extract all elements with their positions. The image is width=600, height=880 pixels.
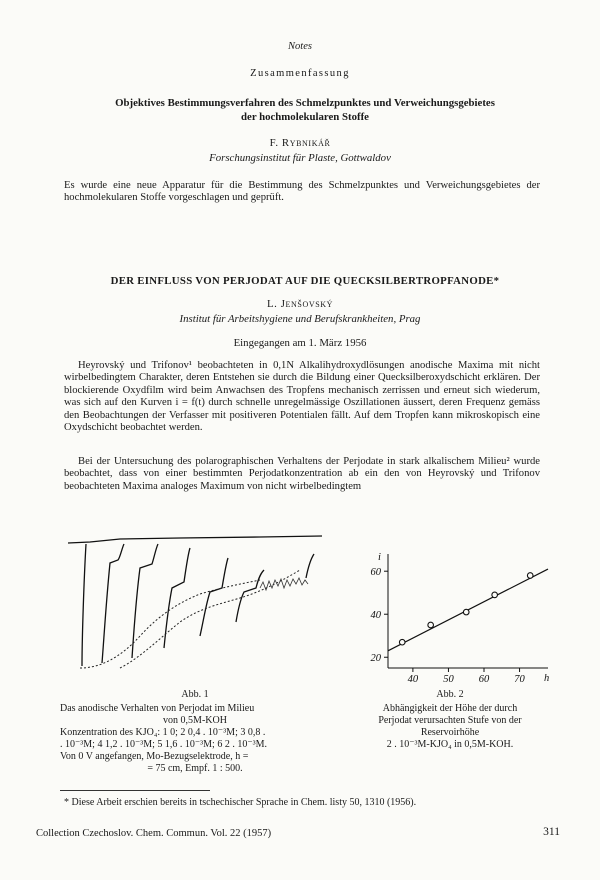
data-point bbox=[463, 609, 469, 615]
oscillation-trace bbox=[260, 578, 308, 590]
y-tick-label: 40 bbox=[370, 610, 381, 622]
x-tick-label: 40 bbox=[407, 674, 419, 685]
figure-1-caption-line-1: Das anodische Verhalten von Perjodat im Milieu bbox=[60, 703, 255, 714]
summary-title-line-1: Objektives Bestimmungsverfahren des Schmelzpunktes und Verweichungsgebietes bbox=[115, 97, 495, 109]
figure-2-label: Abb. 2 bbox=[436, 689, 464, 700]
figure-2-caption-line-4: 2 . 10⁻³M-KJO₄ in 0,5M-KOH. bbox=[386, 739, 514, 750]
data-point bbox=[527, 573, 533, 579]
figure-1-caption-line-3: Konzentration des KJO₄: 1 0; 2 0,4 . 10⁻³M; 3 0,8 . bbox=[60, 727, 266, 738]
figure-2-caption-line-1: Abhängigkeit der Höhe der durch bbox=[382, 703, 518, 714]
curve-4 bbox=[164, 548, 190, 648]
article-institute: Institut für Arbeitshygiene und Berufskrankheiten, Prag bbox=[179, 313, 421, 325]
summary-text: Es wurde eine neue Apparatur für die Bestimmung des Schmelzpunktes und Verweichungsgebietes der hochmolekularen Stoffe vorgeschlagen und geprüft. bbox=[64, 180, 540, 204]
data-point bbox=[428, 622, 434, 628]
summary-heading: Zusammenfassung bbox=[250, 68, 350, 79]
data-point bbox=[399, 639, 405, 645]
page-number: 311 bbox=[543, 826, 560, 838]
curve-1 bbox=[82, 544, 86, 666]
figure-2-chart bbox=[358, 548, 558, 686]
figure-2-caption-line-3: Reservoirhöhe bbox=[420, 727, 480, 738]
y-axis-label: i bbox=[378, 552, 381, 563]
x-tick-label: 60 bbox=[478, 674, 490, 685]
figure-1-caption-line-5: Von 0 V angefangen, Mo-Bezugselektrode, h = bbox=[60, 751, 249, 762]
summary-author: F. Rybnikář bbox=[269, 137, 331, 149]
x-tick-label: 50 bbox=[443, 674, 454, 685]
curve-6 bbox=[236, 570, 264, 622]
figure-2-caption-line-2: Perjodat verursachten Stufe von der bbox=[378, 715, 522, 726]
footer-journal: Collection Czechoslov. Chem. Commun. Vol. 22 (1957) bbox=[36, 828, 272, 839]
x-axis-label: h bbox=[544, 673, 550, 684]
data-point bbox=[492, 592, 498, 598]
figure-1-label: Abb. 1 bbox=[181, 689, 209, 700]
summary-title-line-2: der hochmolekularen Stoffe bbox=[241, 111, 369, 123]
figure-1-caption-line-4: . 10⁻³M; 4 1,2 . 10⁻³M; 5 1,6 . 10⁻³M; 6 2 . 10⁻³M. bbox=[60, 739, 268, 750]
article-paragraph-2: Bei der Untersuchung des polarographischen Verhaltens der Perjodate in stark alkalischem Milieu² wurde beobachtet, dass von einer bestimmten Perjodatkonzentration ab ein den von Heyrovský und Trifonov beobachteten Maxima analoges Maximum von nicht wirbelbedingtem bbox=[64, 456, 540, 492]
figure-1-caption-line-2: von 0,5M-KOH bbox=[163, 715, 227, 726]
curve-limit-line bbox=[68, 536, 322, 543]
figure-1-caption-line-6: = 75 cm, Empf. 1 : 500. bbox=[147, 763, 243, 774]
footnote-rule bbox=[60, 790, 210, 791]
article-title: DER EINFLUSS VON PERJODAT AUF DIE QUECKSILBERTROPFANODE* bbox=[110, 275, 500, 287]
summary-institute: Forschungsinstitut für Plaste, Gottwaldov bbox=[209, 152, 391, 164]
x-tick-label: 70 bbox=[514, 674, 525, 685]
article-received: Eingegangen am 1. März 1956 bbox=[233, 337, 367, 349]
article-author: L. Jenšovský bbox=[266, 298, 334, 310]
curve-2 bbox=[102, 544, 124, 663]
y-tick-label: 60 bbox=[370, 567, 381, 579]
article-paragraph-1: Heyrovský und Trifonov¹ beobachteten in 0,1N Alkalihydroxydlösungen anodische Maxima mit nicht wirbelbedingtem Charakter, deren Entstehen sie durch die Bildung einer Quecksilberoxydschicht erklären. Der blockierende Oxydfilm wird beim Anwachsen des Tropfens mechanisch zerrissen und erneut sich wiederum, was sich auf den Kurven i = f(t) durch schnelle unregelmässige Oszillationen äussert, deren Frequenz gemäss den Beobachtungen der Verfasser mit positiveren Potentialen fällt. Auf dem Tropfen kann mikroskopisch eine Oxydschicht beobachtet werden. bbox=[64, 360, 540, 434]
curve-right-rise bbox=[306, 554, 314, 578]
curve-3 bbox=[132, 544, 158, 658]
footnote: * Diese Arbeit erschien bereits in tschechischer Sprache in Chem. listy 50, 1310 (1956). bbox=[64, 797, 417, 808]
y-tick-label: 20 bbox=[370, 653, 381, 665]
curve-5 bbox=[200, 558, 228, 636]
running-head: Notes bbox=[288, 41, 312, 52]
figure-1-polarogram bbox=[60, 518, 330, 684]
chart-marks bbox=[371, 567, 549, 685]
